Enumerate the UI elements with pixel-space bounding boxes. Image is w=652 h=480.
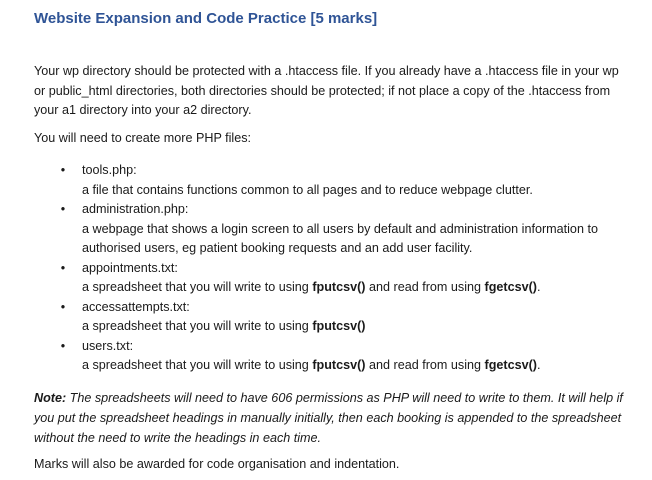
description-text: and read from using (365, 358, 485, 372)
file-description (82, 181, 634, 201)
list-item-appointments (34, 259, 634, 298)
function-name: fgetcsv() (484, 280, 537, 294)
bullet-icon: • (60, 260, 66, 275)
description-text: . (537, 358, 541, 372)
file-name: administration.php: (82, 202, 189, 216)
file-description (82, 317, 634, 337)
note-label: Note: (34, 391, 67, 405)
intro-paragraph: Your wp directory should be protected with a .htaccess file. If you already have a .htaccess file in your wp or public_html directories, both directories should be protected; if not place a copy of the .htaccess from your a1 directory into your a2 directory. (34, 64, 619, 117)
file-list (34, 161, 634, 376)
file-name: accessattempts.txt: (82, 299, 190, 314)
bullet-icon: • (60, 338, 66, 353)
list-item-accessattempts (34, 298, 634, 337)
description-text: a file that contains functions common to all pages and to reduce webpage clutter. (82, 182, 533, 197)
section-heading: Website Expansion and Code Practice [5 marks] (34, 10, 378, 27)
description-text: a spreadsheet that you will write to using (82, 358, 313, 372)
file-name: tools.php: (82, 163, 137, 177)
file-description (82, 278, 634, 298)
description-text: and read from using (365, 280, 485, 294)
file-description (82, 220, 634, 259)
bullet-icon: • (60, 299, 66, 314)
description-text: a webpage that shows a login screen to all users by default and administration information to authorised users, eg patient booking requests and an add user facility. (82, 221, 598, 255)
function-name: fgetcsv() (484, 358, 537, 372)
file-name: users.txt: (82, 338, 134, 353)
description-text: a spreadsheet that you will write to using (82, 280, 313, 294)
note-text: The spreadsheets will need to have 606 permissions as PHP will need to write to them. It will help if you put the spreadsheet headings in manually initially, then each booking is appended to the spreadsheet without the need to write the headings in each time. (34, 391, 623, 445)
note-paragraph (34, 388, 630, 448)
list-item-tools (34, 161, 634, 200)
bullet-icon: • (60, 202, 66, 216)
list-item-administration (34, 200, 634, 259)
function-name: fputcsv() (312, 280, 366, 294)
description-text: . (537, 280, 541, 294)
need-more-paragraph: You will need to create more PHP files: (34, 131, 252, 145)
function-name: fputcsv() (312, 358, 366, 372)
file-name: appointments.txt: (82, 260, 178, 275)
function-name: fputcsv() (312, 319, 366, 333)
file-description (82, 356, 634, 376)
bullet-icon: • (60, 163, 66, 177)
list-item-users (34, 337, 634, 376)
description-text: a spreadsheet that you will write to using (82, 319, 313, 333)
marks-paragraph: Marks will also be awarded for code organisation and indentation. (34, 457, 400, 471)
